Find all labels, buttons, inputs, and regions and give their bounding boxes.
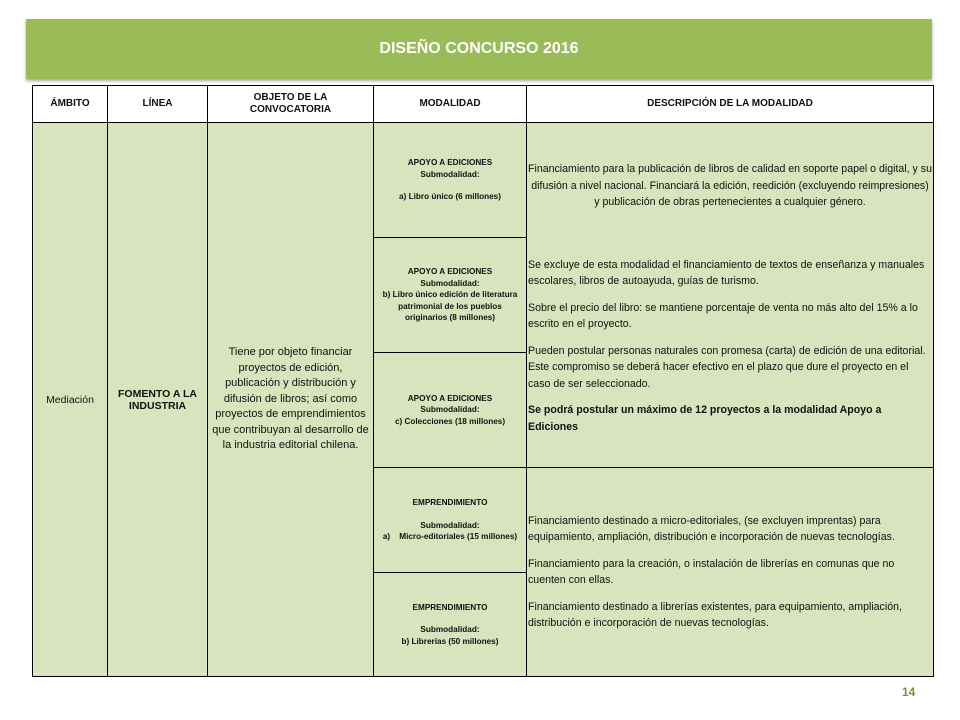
desc-paragraph: Financiamiento para la creación, o instalación de librerías en comunas que no cuenten con ellas. [528,557,895,586]
table-row [33,123,934,238]
desc-paragraph-highlight: Se podrá postular un máximo de 12 proyectos a la modalidad Apoyo a Ediciones [528,404,882,433]
modalidad-cell [374,573,527,677]
modalidad-title: APOYO A EDICIONES [407,267,493,277]
submodalidad-label: Submodalidad: [420,169,480,179]
submodalidad-value: a) Libro único (6 millones) [399,192,501,202]
desc-paragraph: Se excluye de esta modalidad el financiamiento de textos de enseñanza y manuales escolares, libros de autoayuda, guías de turismo. [528,258,925,287]
submodalidad-label: Submodalidad: [420,405,480,415]
modalidad-title: APOYO A EDICIONES [407,393,493,403]
desc-paragraph: Financiamiento destinado a librerías existentes, para equipamiento, ampliación, distribución e incorporación de nuevas tecnologías. [528,600,902,629]
objeto-cell: Tiene por objeto financiar proyectos de edición, publicación y distribución y difusión de libros; así como proyectos de emprendimientos que contribuyan al desarrollo de la industria editorial chilena. [208,123,374,677]
submodalidad-value-line [376,531,524,543]
modalidad-cell [374,238,527,353]
header-descripcion: DESCRIPCIÓN DE LA MODALIDAD [527,86,934,123]
header-linea: LÍNEA [108,86,208,123]
page-title: DISEÑO CONCURSO 2016 [379,40,579,57]
modalidad-cell [374,468,527,573]
modalidad-cell [374,123,527,238]
submodalidad-label: Submodalidad: [420,520,480,530]
header-modalidad: MODALIDAD [374,86,527,123]
descripcion-emprendimiento-cell [527,468,934,677]
submodalidad-label: Submodalidad: [420,625,480,635]
desc-paragraph: Financiamiento para la publicación de libros de calidad en soporte papel o digital, y su difusión a nivel nacional. Financiará la edición, reedición (excluyendo reimpresiones) y publicación de obras pertenecientes a cualquier género. [528,163,932,208]
header-objeto: OBJETO DE LA CONVOCATORIA [208,86,374,123]
header-ambito: ÁMBITO [33,86,108,123]
modalidad-cell [374,353,527,468]
desc-paragraph: Sobre el precio del libro: se mantiene porcentaje de venta no más alto del 15% a lo escrito en el proyecto. [528,301,918,330]
linea-cell: FOMENTO A LA INDUSTRIA [108,123,208,677]
modalidad-title: APOYO A EDICIONES [407,158,493,168]
desc-paragraph: Pueden postular personas naturales con promesa (carta) de edición de una editorial. Este compromiso se deberá hacer efectivo en el plazo que dure el proyecto en el caso de ser seleccionado. [528,344,926,390]
descripcion-apoyo-cell [527,123,934,468]
submodalidad-prefix: a) [382,532,391,542]
ambito-cell: Mediación [33,123,108,677]
submodalidad-value: b) Libro único edición de literatura patrimonial de los pueblos originarios (8 millones) [382,290,518,323]
convocatoria-table [32,85,934,677]
submodalidad-value: Micro-editoriales (15 millones) [399,532,518,542]
submodalidad-value: b) Librerías (50 millones) [401,636,499,646]
modalidad-title: EMPRENDIMIENTO [412,602,488,612]
page-number: 14 [902,685,916,699]
submodalidad-value: c) Colecciones (18 millones) [394,416,506,426]
desc-paragraph: Financiamiento destinado a micro-editoriales, (se excluyen imprentas) para equipamiento, ampliación, distribución e incorporación de nuevas tecnologías. [528,514,895,543]
submodalidad-label: Submodalidad: [420,278,480,288]
title-banner [26,19,932,79]
modalidad-title: EMPRENDIMIENTO [412,498,488,508]
header-row [33,86,934,123]
